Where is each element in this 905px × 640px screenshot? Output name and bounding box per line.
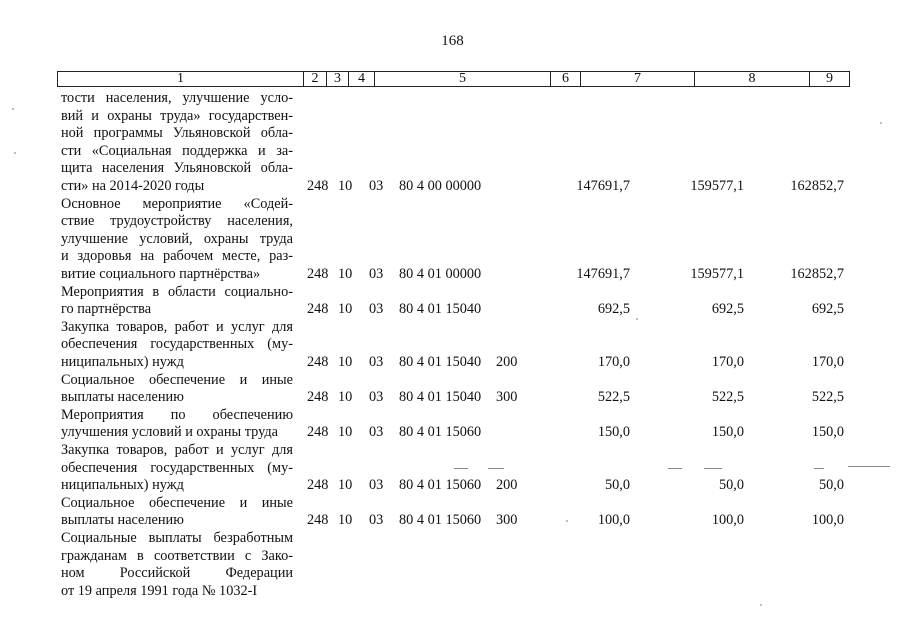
description-line: Социальное обеспечение и иные (61, 371, 293, 388)
cell-col-8: 692,5 (711, 301, 744, 318)
cell-col-4: 03 (369, 301, 384, 318)
cell-col-8: 159577,1 (690, 178, 744, 194)
header-col-5: 5 (374, 72, 550, 86)
cell-col-4: 03 (369, 424, 384, 441)
cell-col-5: 80 4 01 15060 (399, 424, 482, 441)
table-header (57, 71, 850, 87)
cell-col-9: 100,0 (811, 512, 844, 529)
header-col-9: 9 (809, 72, 849, 86)
row-description (61, 319, 293, 372)
description-line: выплаты населению (61, 389, 184, 406)
cell-col-5: 80 4 01 15060 (399, 477, 482, 494)
header-col-7: 7 (580, 72, 694, 86)
cell-col-3: 10 (338, 265, 353, 282)
scan-line (454, 468, 468, 469)
header-col-3: 3 (326, 72, 348, 86)
cell-col-7: 150,0 (597, 424, 630, 441)
scan-speck (760, 604, 762, 606)
cell-col-8: 522,5 (711, 389, 744, 406)
description-line: выплаты населению (61, 512, 184, 529)
cell-col-5: 80 4 01 15060 (399, 512, 482, 529)
cell-col-3: 10 (338, 301, 353, 318)
cell-col-9: 692,5 (811, 301, 844, 318)
cell-col-6 (496, 301, 520, 319)
cell-col-5: 80 4 01 00000 (399, 265, 482, 282)
cell-col-8: 170,0 (711, 353, 744, 370)
description-line: сти «Социальная поддержка и за- (61, 142, 293, 159)
cell-col-8: 159577,1 (690, 265, 744, 282)
table-row (0, 442, 905, 495)
description-line: обеспечения государственных (му- (61, 336, 293, 353)
cell-col-2: 248 (307, 265, 329, 282)
cell-col-2: 248 (307, 512, 329, 529)
description-line: улучшение условий, охраны труда (61, 230, 293, 247)
description-line: обеспечения государственных (му- (61, 459, 293, 476)
cell-col-5: 80 4 01 15040 (399, 389, 482, 406)
cell-col-3: 10 (338, 389, 353, 406)
header-col-4: 4 (348, 72, 374, 86)
cell-col-2: 248 (307, 424, 329, 441)
scan-speck (12, 108, 14, 110)
row-description (61, 196, 293, 284)
cell-col-5: 80 4 00 00000 (399, 178, 482, 194)
table-row (0, 284, 905, 319)
cell-col-8: 150,0 (711, 424, 744, 441)
cell-col-5: 80 4 01 15040 (399, 353, 482, 370)
cell-col-9: 162852,7 (790, 265, 844, 282)
cell-col-9: 522,5 (811, 389, 844, 406)
scan-line (814, 468, 824, 469)
cell-col-7 (530, 583, 630, 601)
cell-col-2: 248 (307, 389, 329, 406)
description-line: гражданам в соответствии с Зако- (61, 547, 293, 564)
cell-col-3: 10 (338, 178, 353, 194)
cell-col-3 (338, 583, 360, 601)
row-description (61, 495, 293, 530)
cell-col-6 (496, 583, 520, 601)
cell-col-7: 147691,7 (576, 178, 630, 194)
header-col-8: 8 (694, 72, 809, 86)
description-line: тости населения, улучшение усло- (61, 90, 293, 106)
cell-col-9: 162852,7 (790, 178, 844, 194)
cell-col-7: 100,0 (597, 512, 630, 529)
cell-col-8 (640, 583, 744, 601)
description-line: го партнёрства (61, 301, 152, 318)
cell-col-2: 248 (307, 353, 329, 370)
table-row (0, 530, 905, 600)
row-description (61, 442, 293, 495)
scan-speck (880, 122, 882, 124)
description-line: щита населения Ульяновской обла- (61, 160, 293, 177)
row-description (61, 372, 293, 407)
cell-col-2: 248 (307, 301, 329, 318)
table-row (0, 319, 905, 372)
cell-col-6: 300 (496, 512, 518, 529)
scan-line (668, 468, 682, 469)
scan-line (704, 468, 722, 469)
header-col-1: 1 (177, 71, 184, 86)
description-line: Закупка товаров, работ и услуг для (61, 442, 293, 458)
description-line: ниципальных) нужд (61, 477, 184, 494)
header-col-6: 6 (550, 72, 580, 86)
row-description (61, 530, 293, 600)
description-line: ниципальных) нужд (61, 353, 184, 370)
table-row (0, 407, 905, 442)
cell-col-6: 300 (496, 389, 518, 406)
cell-col-3: 10 (338, 424, 353, 441)
description-line: ном Российской Федерации (61, 565, 293, 582)
cell-col-4: 03 (369, 353, 384, 370)
cell-col-4: 03 (369, 265, 384, 282)
description-line: вий и охраны труда» государствен- (61, 107, 293, 124)
cell-col-4 (369, 583, 391, 601)
description-line: Основное мероприятие «Содей- (61, 195, 293, 212)
row-description (61, 407, 293, 442)
table-row (0, 372, 905, 407)
description-line: витие социального партнёрства» (61, 265, 261, 282)
cell-col-9: 50,0 (818, 477, 844, 494)
description-line: Мероприятия в области социально- (61, 283, 293, 300)
cell-col-2 (307, 583, 333, 601)
page-number: 168 (441, 33, 464, 49)
cell-col-9: 150,0 (811, 424, 844, 441)
row-description (61, 284, 293, 319)
cell-col-6: 200 (496, 477, 518, 494)
cell-col-4: 03 (369, 389, 384, 406)
cell-col-9 (752, 583, 844, 601)
scan-line (848, 466, 890, 467)
description-line: от 19 апреля 1991 года № 1032-I (61, 582, 258, 599)
cell-col-6 (496, 178, 520, 196)
cell-col-7: 522,5 (597, 389, 630, 406)
cell-col-7: 147691,7 (576, 265, 630, 282)
cell-col-5: 80 4 01 15040 (399, 301, 482, 318)
cell-col-8: 100,0 (711, 512, 744, 529)
description-line: Социальное обеспечение и иные (61, 494, 293, 511)
cell-col-9: 170,0 (811, 353, 844, 370)
table-row (0, 495, 905, 530)
cell-col-8: 50,0 (718, 477, 744, 494)
scan-speck (636, 318, 638, 320)
cell-col-6 (496, 266, 520, 284)
cell-col-2: 248 (307, 477, 329, 494)
scan-speck (566, 520, 568, 522)
cell-col-7: 170,0 (597, 353, 630, 370)
description-line: улучшения условий и охраны труда (61, 424, 278, 441)
table-row (0, 196, 905, 284)
description-line: и здоровья на рабочем месте, раз- (61, 248, 293, 265)
description-line: ной программы Ульяновской обла- (61, 125, 293, 142)
header-col-2: 2 (303, 72, 326, 86)
cell-col-5 (399, 583, 495, 601)
cell-col-7: 692,5 (597, 301, 630, 318)
cell-col-3: 10 (338, 477, 353, 494)
scan-line (488, 468, 504, 469)
description-line: сти» на 2014-2020 годы (61, 177, 205, 194)
cell-col-4: 03 (369, 178, 384, 194)
cell-col-6 (496, 424, 520, 442)
cell-col-3: 10 (338, 512, 353, 529)
description-line: Социальные выплаты безработным (61, 530, 293, 546)
cell-col-7: 50,0 (604, 477, 630, 494)
cell-col-4: 03 (369, 477, 384, 494)
cell-col-4: 03 (369, 512, 384, 529)
scan-speck (14, 152, 16, 154)
cell-col-2: 248 (307, 178, 329, 194)
description-line: ствие трудоустройству населения, (61, 213, 293, 230)
cell-col-6: 200 (496, 353, 518, 370)
row-description (61, 90, 293, 196)
description-line: Мероприятия по обеспечению (61, 406, 293, 423)
description-line: Закупка товаров, работ и услуг для (61, 318, 293, 335)
cell-col-3: 10 (338, 353, 353, 370)
table-row (0, 90, 905, 196)
